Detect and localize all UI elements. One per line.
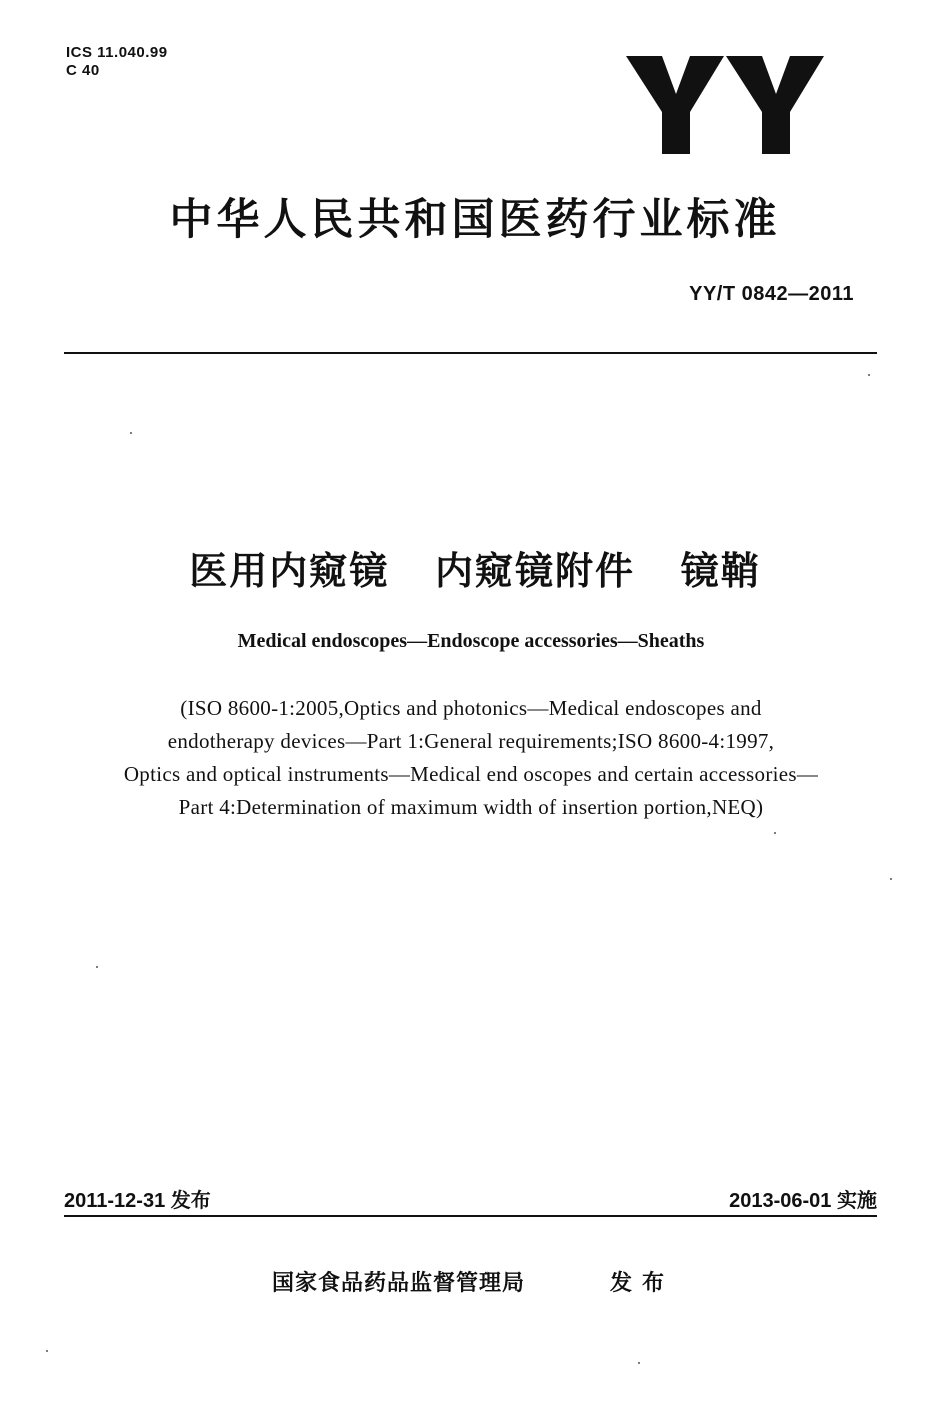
implementation-date: 2013-06-01 实施 bbox=[729, 1190, 877, 1212]
issuer-action: 发布 bbox=[610, 1271, 675, 1296]
scan-speck bbox=[774, 832, 776, 834]
ccs-code: C 40 bbox=[66, 62, 100, 79]
issuer-name: 国家食品药品监督管理局 bbox=[272, 1271, 526, 1296]
scan-speck bbox=[130, 432, 132, 434]
org-title: 中华人民共和国医药行业标准 bbox=[169, 195, 781, 245]
scan-speck bbox=[868, 374, 870, 376]
title-english: Medical endoscopes—Endoscope accessories—Sheaths bbox=[237, 630, 705, 652]
title-chinese: 医用内窥镜 内窥镜附件 镜鞘 bbox=[189, 549, 761, 593]
bottom-rule bbox=[64, 1215, 877, 1217]
ics-code: ICS 11.040.99 bbox=[66, 44, 168, 61]
standard-number: YY/T 0842—2011 bbox=[689, 283, 854, 305]
equivalence-line: (ISO 8600-1:2005,Optics and photonics—Medical endoscopes and bbox=[180, 696, 762, 720]
equivalence-statement bbox=[50, 692, 892, 824]
equivalence-line: endotherapy devices—Part 1:General requirements;ISO 8600-4:1997, bbox=[167, 729, 775, 753]
scan-speck bbox=[96, 966, 98, 968]
scan-speck bbox=[890, 878, 892, 880]
yy-logo-letter-2 bbox=[726, 56, 824, 154]
equivalence-line: Optics and optical instruments—Medical end oscopes and certain accessories— bbox=[123, 762, 819, 786]
classification-codes bbox=[66, 44, 168, 80]
issue-date: 2011-12-31 发布 bbox=[64, 1190, 211, 1212]
scan-speck bbox=[638, 1362, 640, 1364]
yy-logo bbox=[626, 48, 826, 156]
equivalence-line: Part 4:Determination of maximum width of insertion portion,NEQ) bbox=[178, 795, 764, 819]
yy-logo-letter-1 bbox=[626, 56, 724, 154]
scan-speck bbox=[46, 1350, 48, 1352]
top-rule bbox=[64, 352, 877, 354]
